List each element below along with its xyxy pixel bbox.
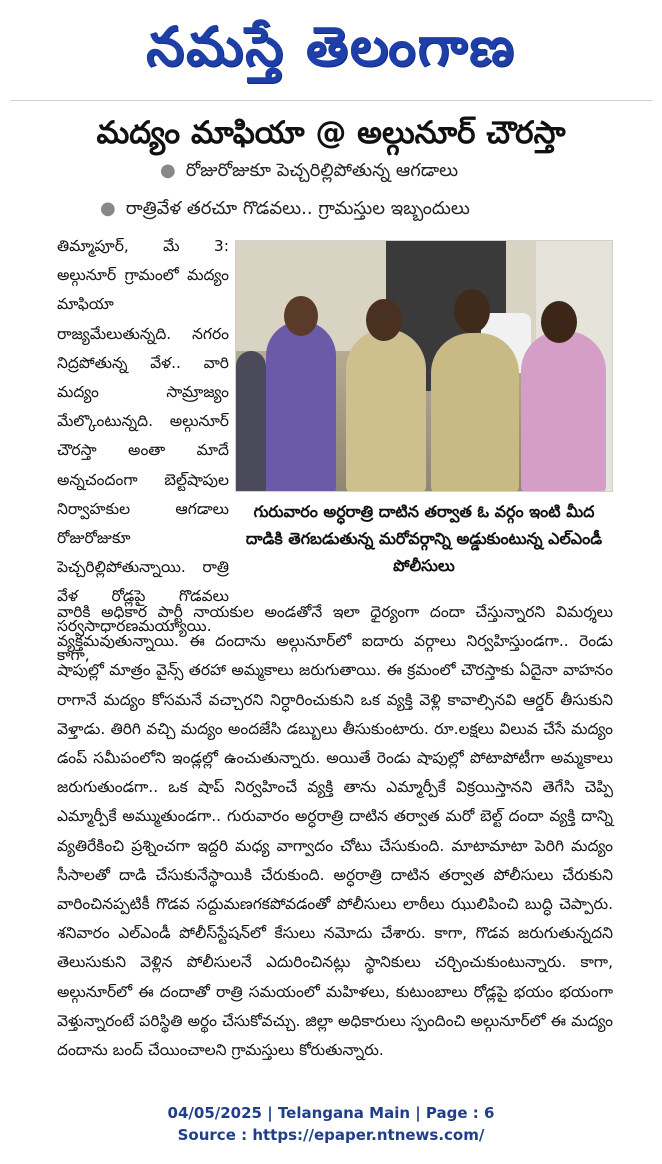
photo-person-head	[366, 299, 402, 341]
bullet-dot-icon: ●	[100, 198, 116, 219]
photo-person	[236, 351, 266, 492]
footer-date-line: 04/05/2025 | Telangana Main | Page : 6	[167, 1104, 495, 1122]
subhead-bullet-1	[160, 158, 458, 184]
photo-person-head	[454, 289, 490, 333]
subhead-text: రాత్రివేళ తరచూ గొడవలు.. గ్రామస్తుల ఇబ్బందులు	[125, 198, 470, 219]
subhead-bullet-2	[100, 196, 470, 222]
divider	[10, 100, 652, 101]
article-headline: మద్యం మాఫియా @ అల్గునూర్ చౌరస్తా	[96, 115, 566, 151]
photo-person	[521, 331, 606, 492]
subhead-text: రోజురోజుకూ పెచ్చరిల్లిపోతున్న ఆగడాలు	[185, 160, 459, 181]
news-photo	[235, 240, 613, 492]
article-body: వారికి అధికార పార్టీ నాయకుల అండతోనే ఇలా ధైర్యంగా దందా చేస్తున్నారని విమర్శలు వ్యక్తమవుతున్నాయి. ఈ దందాను అల్గునూర్‌లో ఐదారు వర్గాలు నిర్వహిస్తుండగా.. రెండు షాపుల్లో మాత్రం వైన్స్ తరహా అమ్మకాలు జరుగుతాయి. ఈ క్రమంలో చౌరస్తాకు ఏదైనా వాహనం రాగానే మద్యం కోసమనే వచ్చారని నిర్ధారించుకుని ఒక వ్యక్తి వెళ్లి కావాల్సినవి ఆర్డర్ తీసుకుని వెళ్తాడు. తిరిగి వచ్చి మద్యం అందజేసి డబ్బులు తీసుకుంటారు. రూ.లక్షలు విలువ చేసే మద్యం డంప్ సమీపంలోని ఇండ్లల్లో ఉంచుతున్నారు. అయితే రెండు షాపుల్లో పోటాపోటీగా అమ్మకాలు జరుగుతుండగా.. ఒక షాప్ నిర్వహించే వ్యక్తి తాను ఎమ్మార్పీకే విక్రయిస్తానని తెగేసి చెప్పి ఎమ్మార్పీకే అమ్ముతుండగా.. గురువారం అర్ధరాత్రి దాటిన తర్వాత మరో బెల్ట్ దందా వ్యక్తి దాన్ని వ్యతిరేకించి ప్రశ్నించగా ఇద్దరి మధ్య వాగ్వాదం చోటు చేసుకుంది. మాటామాటా పెరిగి మద్యం సీసాలతో దాడి చేసుకునేస్థాయికి చేరుకుంది. అర్ధరాత్రి దాటిన తర్వాత పోలీసులు చేరుకుని వారించినప్పటికీ గొడవ సద్దుమణగకపోవడంతో పోలీసులు లాఠీలు ఝులిపించి బుద్ధి చెప్పారు. శనివారం ఎల్‌ఎండీ పోలీస్‌స్టేషన్‌లో కేసులు నమోదు చేశారు. కాగా, గొడవ జరుగుతున్నదని తెలుసుకుని వెళ్లిన పోలీసులనే ఎదురించినట్లు స్థానికులు చర్చించుకుంటున్నారు. కాగా, అల్గునూర్‌లో ఈ దందాతో రాత్రి సమయంలో మహిళలు, కుటుంబాలు రోడ్లపై భయం భయంగా వెళ్తున్నారంటే పరిస్థితి అర్థం చేసుకోవచ్చు. జిల్లా అధికారులు స్పందించి అల్గునూర్‌లో ఈ మద్యం దందాను బంద్ చేయించాలని గ్రామస్తులు కోరుతున్నారు.	[57, 603, 613, 1060]
photo-policeman	[431, 333, 519, 492]
photo-policeman	[346, 329, 426, 492]
masthead-logo: నమస్తే తెలంగాణ	[146, 15, 516, 78]
page-footer	[0, 1102, 662, 1146]
photo-person-head	[284, 296, 318, 336]
photo-person-head	[541, 301, 577, 343]
footer-source-line: Source : https://epaper.ntnews.com/	[177, 1126, 485, 1144]
bullet-dot-icon: ●	[160, 160, 176, 181]
photo-caption: గురువారం అర్ధరాత్రి దాటిన తర్వాత ఓ వర్గం ఇంటి మీద దాడికి తెగబడుతున్న మరోవర్గాన్ని అడ్డుకుంటున్న ఎల్‌ఎండీ పోలీసులు	[245, 502, 603, 575]
photo-person	[266, 321, 336, 492]
lead-paragraph: తిమ్మాపూర్, మే 3: అల్గునూర్ గ్రామంలో మద్యం మాఫియా రాజ్యమేలుతున్నది. నగరం నిద్రపోతున్న వేళ.. వారి మద్యం సామ్రాజ్యం మేల్కొంటున్నది. అల్గునూర్ చౌరస్తా అంతా మాదే అన్నచందంగా బెల్ట్‌షాపుల నిర్వాహకుల ఆగడాలు రోజురోజుకూ పెచ్చరిల్లిపోతున్నాయి. రాత్రి వేళ రోడ్లపై గొడవలు సర్వసాధారణమయ్యాయి. కాగా,	[57, 237, 229, 664]
